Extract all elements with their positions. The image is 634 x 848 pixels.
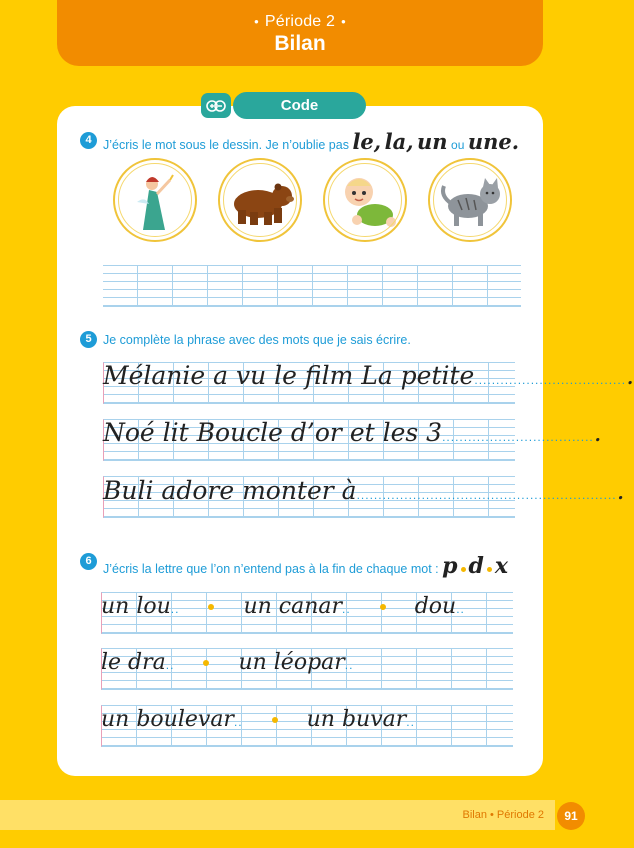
answer-blank[interactable]: .. [406, 715, 415, 729]
exercise-instruction: J’écris la lettre que l’on n’entend pas à la fin de chaque mot : p d x [103, 553, 509, 579]
fairy-icon [115, 160, 199, 244]
footer-label: Bilan • Période 2 [462, 809, 544, 821]
page-header [57, 0, 543, 66]
baby-icon [325, 160, 409, 244]
fairy-picture [113, 158, 197, 242]
exercise-instruction: J’écris le mot sous le dessin. Je n’oublie pas le, la, un ou une. [103, 129, 520, 154]
writing-lines[interactable] [103, 265, 521, 307]
sentence-line: Noé lit Boucle d’or et les 3.................................... [103, 418, 602, 447]
answer-blank[interactable]: .. [165, 658, 175, 672]
separator-dot [461, 567, 466, 572]
word-row: un boulevar.. un buvar.. [101, 707, 415, 732]
separator-dot [380, 604, 386, 610]
separator-dot [208, 604, 214, 610]
answer-blank[interactable]: .. [342, 602, 351, 616]
answer-blank[interactable]: .. [170, 602, 180, 616]
sentence-line: Mélanie a vu le film La petite.................................... [103, 361, 634, 390]
cat-icon [430, 160, 514, 244]
separator-dot [203, 660, 209, 666]
section-label: Code [233, 92, 366, 119]
period-label: • Période 2 • [254, 13, 346, 30]
answer-blank[interactable]: .. [344, 658, 354, 672]
cat-picture [428, 158, 512, 242]
answer-blank[interactable]: .. [233, 715, 243, 729]
code-icon [201, 93, 231, 118]
exercise-number: 5 [80, 331, 97, 348]
word-row: le dra.. un léopar.. [101, 650, 354, 675]
exercise-number: 4 [80, 132, 97, 149]
sentence-line: Buli adore monter à............................................................. [103, 476, 625, 505]
exercise-number: 6 [80, 553, 97, 570]
page-title: Bilan [274, 32, 326, 55]
answer-blank[interactable]: ............................................................ [356, 488, 617, 502]
separator-dot [272, 717, 278, 723]
baby-picture [323, 158, 407, 242]
separator-dot [487, 567, 492, 572]
bear-icon [220, 160, 304, 244]
exercise-instruction: Je complète la phrase avec des mots que je sais écrire. [103, 333, 411, 347]
answer-blank[interactable]: ................................... [442, 430, 594, 444]
page-number: 91 [557, 802, 585, 830]
answer-blank[interactable]: .. [456, 602, 465, 616]
word-row: un lou.. un canar.. dou.. [101, 594, 465, 619]
answer-blank[interactable]: ................................... [474, 373, 627, 387]
bear-picture [218, 158, 302, 242]
